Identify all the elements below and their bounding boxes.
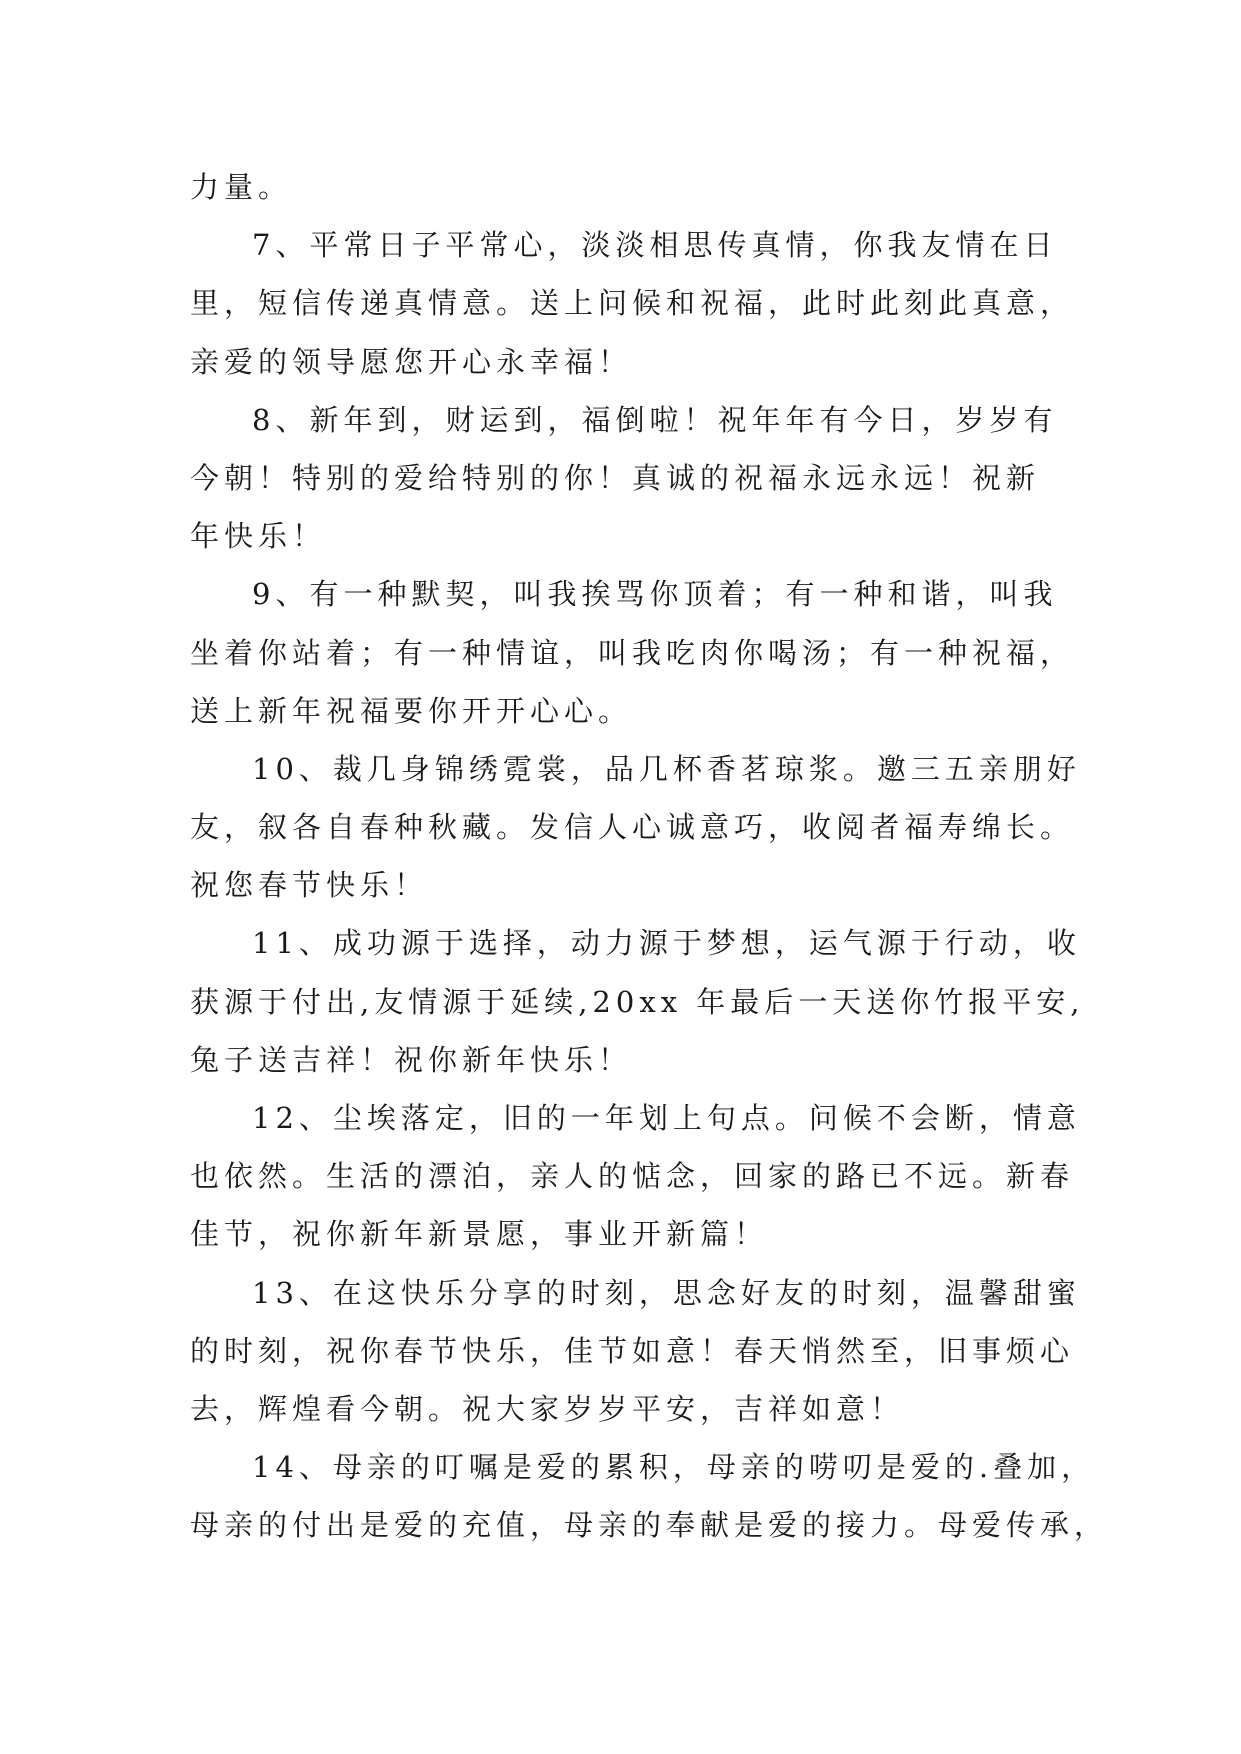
text-line: 13、在这快乐分享的时刻，思念好友的时刻，温馨甜蜜 <box>252 1275 1081 1310</box>
paragraph-11 <box>190 914 1085 1089</box>
text-line: 9、有一种默契，叫我挨骂你顶着；有一种和谐，叫我 <box>252 577 1058 612</box>
text-line: 14、母亲的叮嘱是爱的累积，母亲的唠叨是爱的.叠加， <box>252 1450 1096 1485</box>
text-line: 坐着你站着；有一种情谊，叫我吃肉你喝汤；有一种祝福， <box>190 635 1075 670</box>
paragraph-12 <box>190 1089 1081 1264</box>
text-line: 的时刻，祝你春节快乐，佳节如意！春天悄然至，旧事烦心 <box>190 1333 1075 1368</box>
text-line: 获源于付出,友情源于延续,20xx 年最后一天送你竹报平安, <box>190 984 1085 1019</box>
text-line: 亲爱的领导愿您开心永幸福！ <box>190 344 633 379</box>
paragraph-8 <box>190 391 1070 566</box>
paragraph-14 <box>190 1438 1109 1554</box>
paragraph-7 <box>190 216 1075 391</box>
document-body <box>190 158 1109 1555</box>
text-line: 祝您春节快乐！ <box>190 868 429 903</box>
text-line: 10、裁几身锦绣霓裳，品几杯香茗琼浆。邀三五亲朋好 <box>252 751 1081 786</box>
text-line: 去，辉煌看今朝。祝大家岁岁平安，吉祥如意！ <box>190 1391 905 1426</box>
text-line: 7、平常日子平常心，淡淡相思传真情，你我友情在日 <box>252 228 1058 263</box>
text-line: 也依然。生活的漂泊，亲人的惦念，回家的路已不远。新春 <box>190 1159 1075 1194</box>
text-line: 里，短信传递真情意。送上问候和祝福，此时此刻此真意， <box>190 286 1075 321</box>
text-line: 母亲的付出是爱的充值，母亲的奉献是爱的接力。母爱传承， <box>190 1508 1109 1543</box>
text-line: 力量。 <box>190 170 293 204</box>
text-line: 佳节，祝你新年新景愿，事业开新篇！ <box>190 1217 769 1252</box>
text-line: 8、新年到，财运到，福倒啦！祝年年有今日，岁岁有 <box>252 402 1058 437</box>
text-line: 友，叙各自春种秋藏。发信人心诚意巧，收阅者福寿绵长。 <box>190 810 1075 845</box>
text-line: 兔子送吉祥！祝你新年快乐！ <box>190 1042 633 1077</box>
text-line: 今朝！特别的爱给特别的你！真诚的祝福永远永远！祝新 <box>190 460 1041 495</box>
text-line: 送上新年祝福要你开开心心。 <box>190 693 633 728</box>
paragraph-10 <box>190 740 1081 915</box>
text-line: 年快乐！ <box>190 519 327 554</box>
text-line: 12、尘埃落定，旧的一年划上句点。问候不会断，情意 <box>252 1101 1081 1135</box>
paragraph-9 <box>190 565 1075 740</box>
text-line: 11、成功源于选择，动力源于梦想，运气源于行动，收 <box>252 926 1081 961</box>
paragraph-continuation <box>190 158 1070 216</box>
paragraph-13 <box>190 1264 1081 1439</box>
